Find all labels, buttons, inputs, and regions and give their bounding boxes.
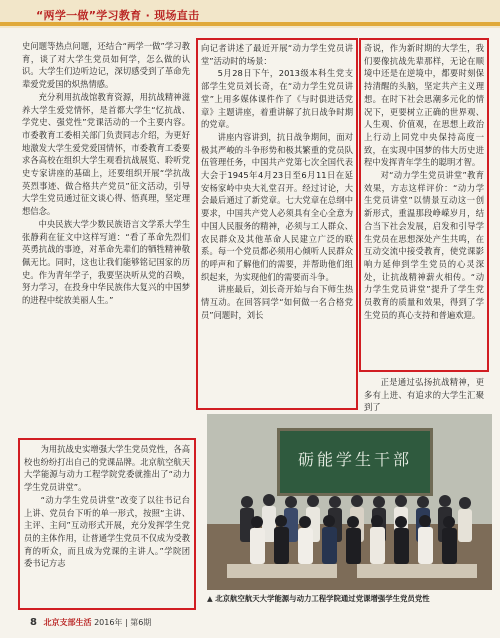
photo-desk (357, 564, 477, 578)
paragraph: 中央民族大学少数民族语言文学系大学生张静莉在征文中这样写道：“看了革命先烈们英勇抗战的事迹，对革命先辈们的牺牲精神敬佩无比。同时，这也让我们能够铭记国家的历史。作为青年学子，我要坚决听从党的召唤，努力学习，在投身中华民族伟大复兴的中国梦的进程中绽放美丽人生。” (22, 218, 190, 306)
column-1-highlight (24, 443, 190, 570)
column-3 (364, 42, 484, 321)
group-photo (207, 414, 492, 590)
paragraph: 为用抗战史实增强大学生党员党性，各高校也纷纷打出自己的党课品牌。北京航空航天大学能源与动力工程学院党委就推出了“动力学生党员讲堂”。 (24, 444, 190, 493)
paragraph: 对“动力学生党员讲堂”教育效果，方志这样评价：“动力学生党员讲堂”以情景互动这一创新形式，重温那段峥嵘岁月，结合当下社会发展，启发和引导学生党员在思想深处产生共鸣，在互动交流中接受教育，使党课影响力延伸到学生党员的心灵深处，让抗战精神薪火相传。“动力学生党员讲堂”提升了学生党员教育的质量和效果，得到了学生党员的真心支持和普遍欢迎。 (364, 170, 484, 320)
issue-info: 2016年 | 第6期 (94, 618, 152, 627)
paragraph: 奇说，作为新时期的大学生，我们要像抗战先辈那样，无论在顺境中还是在逆境中，都要时刻保持清醒的头脑，坚定共产主义理想。在时下社会思潮多元化的情况下，更要树立正确的世界观、人生观、价值观，在思想上政治上行动上同党中央保持高度一致，在实现中国梦的伟大历史进程中发挥青年学生的聪明才智。 (364, 43, 484, 168)
column-3-tail (364, 376, 484, 414)
paragraph: “动力学生党员讲堂”改变了以往书记台上讲、党员台下听的单一形式，按照“主讲、主评、主问”互动形式开展，充分发挥学生党员的主体作用，让普通学生党员不仅成为受教育的听众，而且成为党课的主讲人。”学院团委书记方志 (24, 494, 190, 569)
column-1 (22, 40, 190, 307)
paragraph: 向记者讲述了最近开展“动力学生党员讲堂”活动时的场景： (201, 43, 353, 66)
photo-caption (207, 593, 495, 607)
page-number: 8 (30, 617, 37, 628)
page-header (0, 0, 500, 28)
magazine-name: 北京支部生活 (43, 618, 92, 627)
paragraph: 5月28日下午，2013级本科生党支部学生党员刘长奇，在“动力学生党员讲堂”上用多媒体课件作了《与时俱进话党章》主题讲座，着重讲解了抗日战争时期的党章。 (201, 68, 353, 130)
page-footer (30, 617, 330, 631)
paragraph: 史问题等热点问题，还结合“两学一做”学习教育，谈了对大学生党员如何学，怎么做的认识。大学生们边听边记，深切感受到了革命先辈爱党爱国的炽热情感。 (22, 41, 190, 90)
caption-text: 北京航空航天大学能源与动力工程学院通过党课增强学生党员党性 (215, 594, 430, 603)
section-title: “两学一做”学习教育 · 现场直击 (36, 9, 200, 22)
person-row-front (250, 515, 457, 564)
paragraph: 讲座最后，刘长奇开始与台下师生热情互动。在回答同学“如何做一名合格党员”问题时，刘长 (201, 284, 353, 320)
paragraph: 讲座内容讲到，抗日战争期间，面对极其严峻的斗争形势和极其繁重的党员队伍管理任务，中国共产党第七次全国代表大会于1945年4月23日至6月11日在延安杨家岭中央大礼堂召开。经过讨论，大会最后通过了新党章。七大党章在总纲中要求，中国共产党人必须具有全心全意为中国人民服务的精神，必须与工人群众、农民群众及其他革命人民建立广泛的联系。每一个党员都必须用心倾听人民群众的呼声和了解他们的需要，并帮助他们组织起来，为实现他们的需要而斗争。 (201, 131, 353, 282)
paragraph: 充分利用抗战馆教育资源，用抗战精神滋养大学生爱党情怀，是首都大学生“忆抗战、学党史、强党性”党课活动的一个主要内容。市委教育工委相关部门负责同志介绍，为更好地激发大学生爱党爱国情怀，市委教育工委要求各高校在组织大学生观看抗战展览、聆听党史专家讲座的基础上，还要组织开展“学抗战英烈事迹、做合格共产党员”征文活动，引导大学生党员通过征文谈心得、悟真理，坚定理想信念。 (22, 91, 190, 217)
triangle-icon: ▲ (207, 594, 213, 603)
blackboard-text: 砺能学生干部 (297, 450, 412, 469)
column-2 (201, 42, 353, 321)
photo-desk (227, 564, 337, 578)
paragraph: 正是通过弘扬抗战精神，更多有上进、有追求的大学生汇聚到了 (364, 377, 484, 413)
